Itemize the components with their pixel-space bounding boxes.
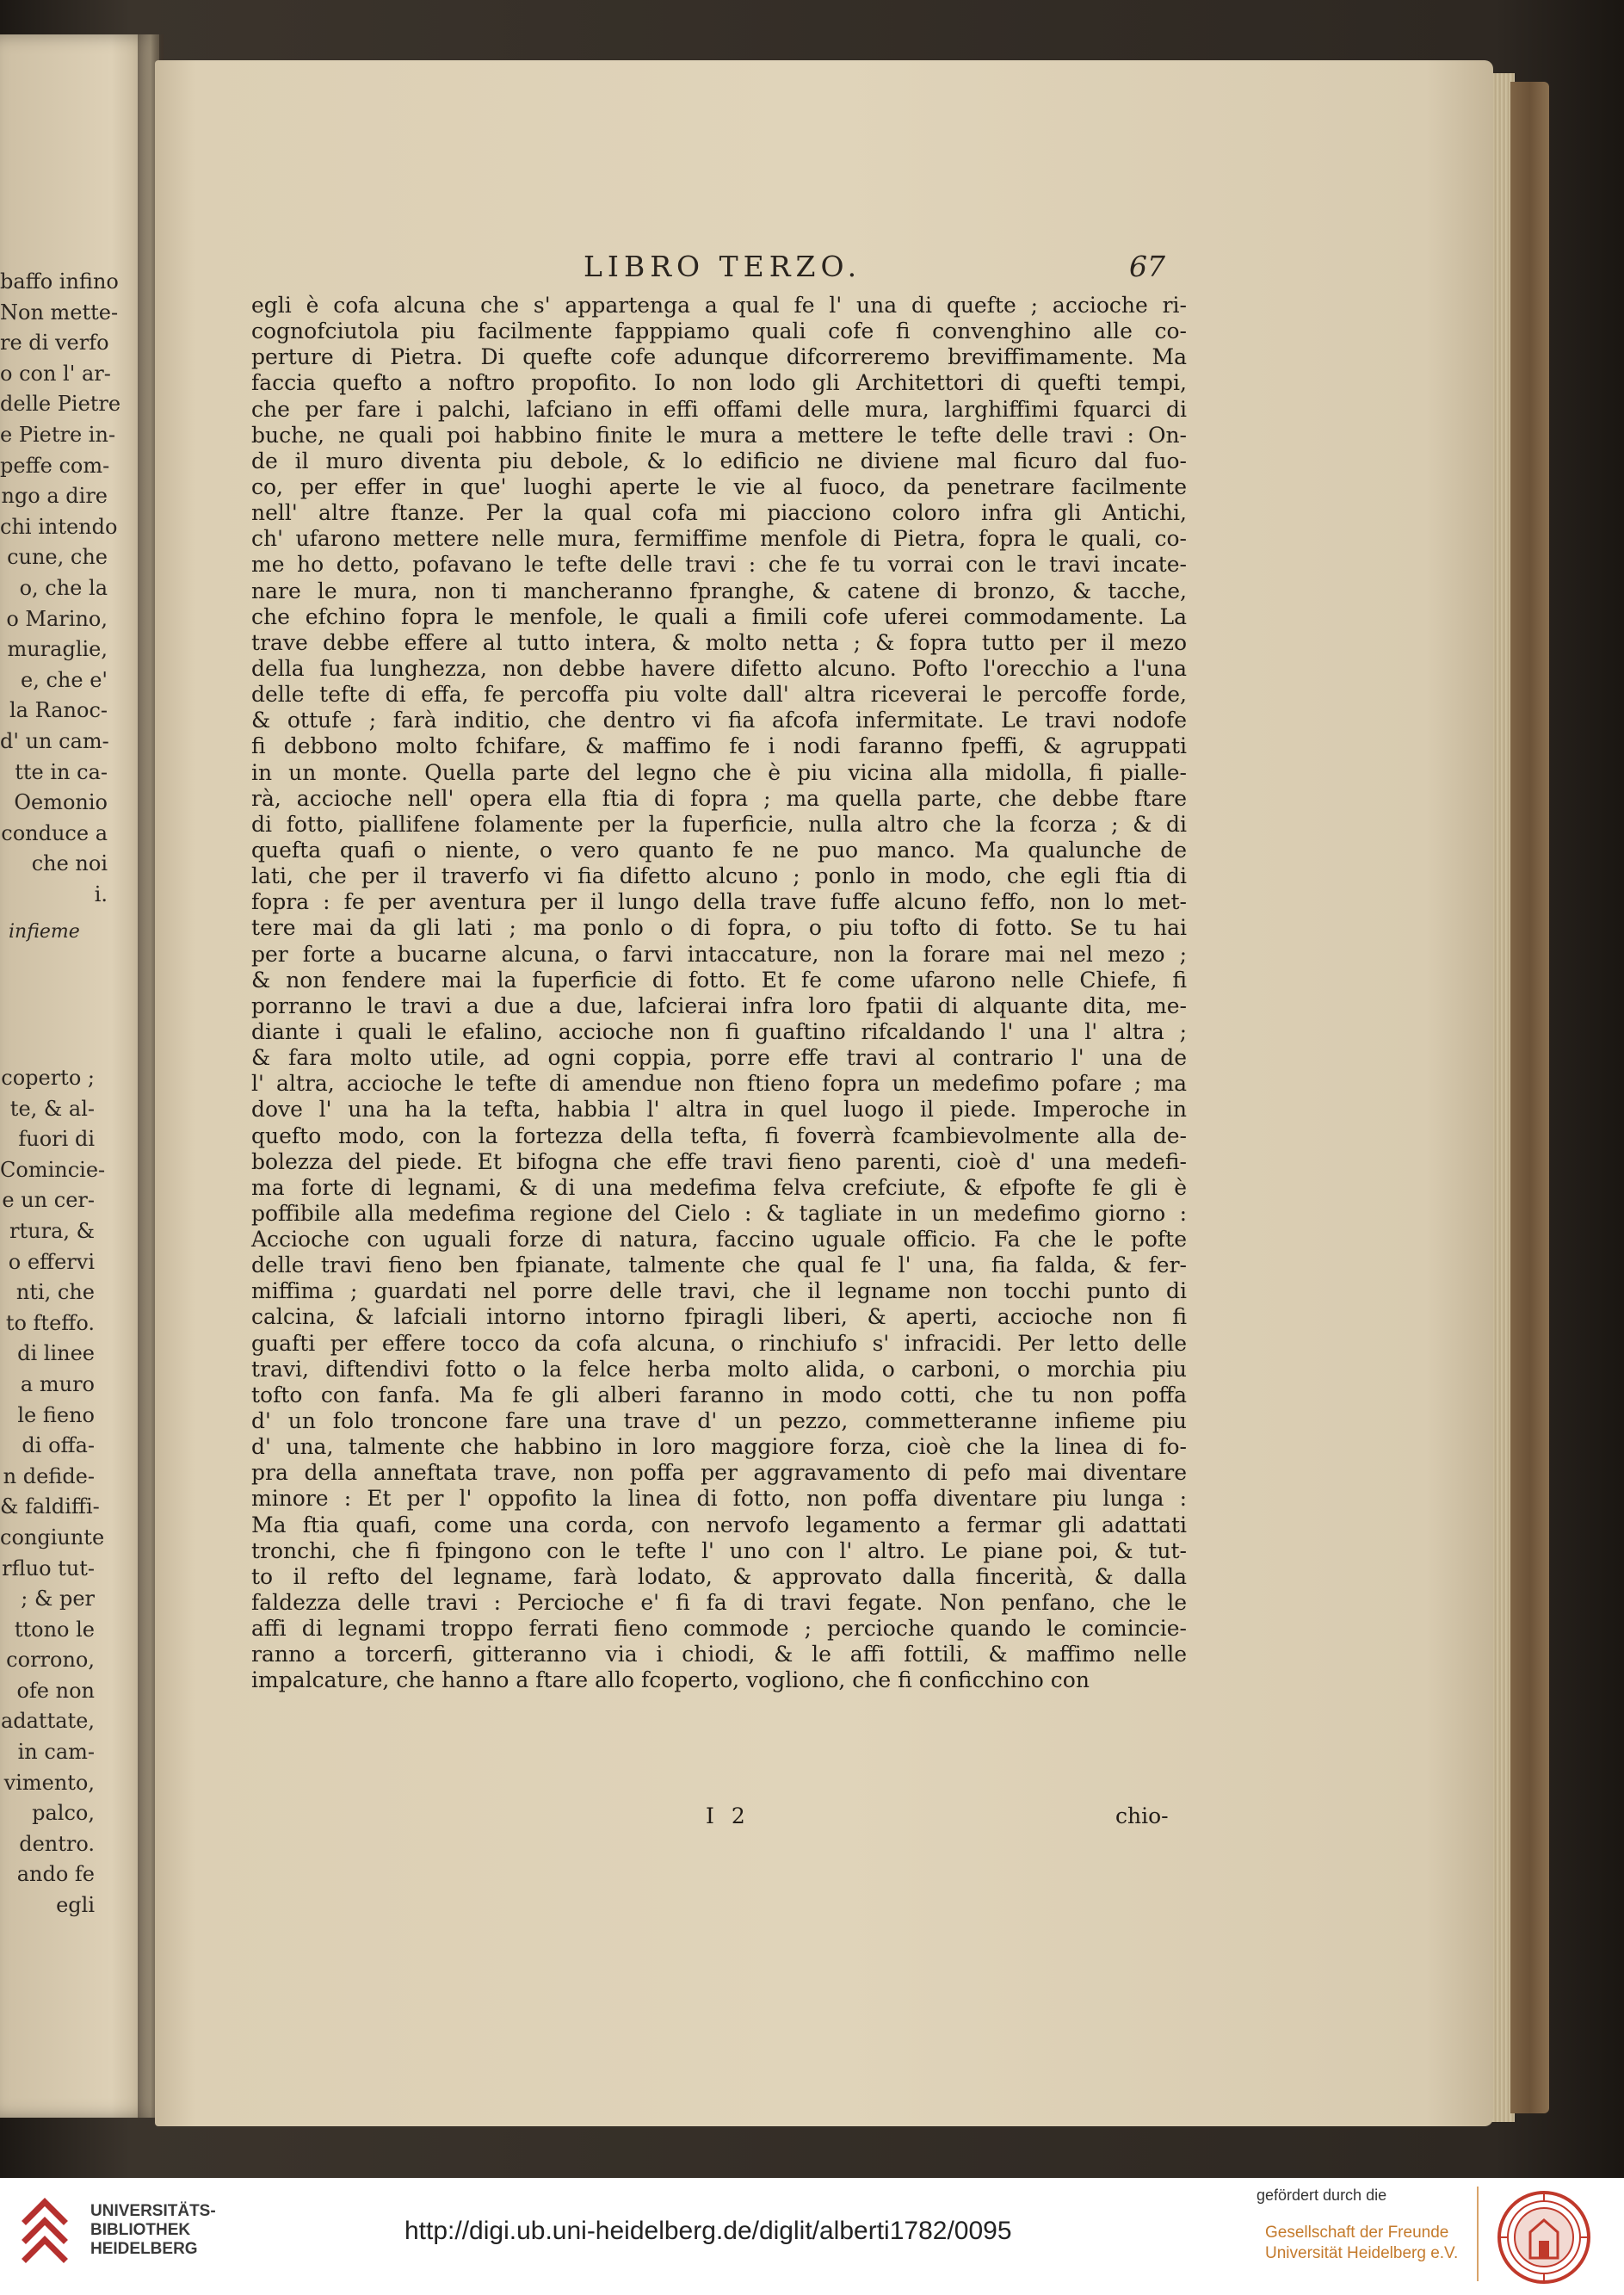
library-name[interactable] bbox=[90, 2202, 216, 2259]
text-line: diante i quali le efalino, accioche non fi guaftino rifcaldando l' una l' altra ; bbox=[251, 1018, 1187, 1044]
left-page-line: delle Pietre bbox=[0, 392, 121, 417]
running-head: LIBRO TERZO. bbox=[584, 250, 862, 283]
text-line: faldezza delle travi : Percioche e' fi fa di travi fegate. Non penfano, che le bbox=[251, 1590, 1187, 1616]
left-page-text-top bbox=[0, 267, 121, 910]
left-page-line: chi intendo bbox=[0, 514, 118, 539]
text-line: fopra : fe per aventura per il lungo della trave fuffe alcuno feffo, non lo met- bbox=[251, 889, 1187, 915]
catchword: chio- bbox=[1115, 1803, 1169, 1828]
text-line: nell' altre ftanze. Per la qual cofa mi piacciono coloro infra gli Antichi, bbox=[251, 500, 1187, 526]
body-text bbox=[251, 293, 1187, 1694]
ub-logo-icon[interactable] bbox=[19, 2195, 77, 2273]
left-page bbox=[0, 34, 159, 2118]
left-page-line: n defide- bbox=[3, 1463, 95, 1488]
library-name-line: HEIDELBERG bbox=[90, 2240, 198, 2258]
text-line: d' un folo troncone fare una trave d' un pezzo, commetteranne infieme piu bbox=[251, 1408, 1187, 1434]
text-line: delle travi fieno ben fpianate, talmente che qual fe l' una, fia falda, & fer- bbox=[251, 1253, 1187, 1278]
left-page-line: adattate, bbox=[0, 1709, 95, 1734]
text-line: guafti per effere tocco da cofa alcuna, o rinchiufo s' infracidi. Per letto delle bbox=[251, 1330, 1187, 1356]
text-line: & fara molto utile, ad ogni coppia, porre effe travi al contrario l' una de bbox=[251, 1045, 1187, 1071]
text-line: miffima ; guardati nel porre delle travi, che il legname non tocchi punto di bbox=[251, 1278, 1187, 1304]
text-line: d' una, talmente che habbino in loro maggiore forza, cioè che la linea di fo- bbox=[251, 1434, 1187, 1460]
left-page-text-bottom bbox=[0, 1063, 106, 1921]
left-page-line: di linee bbox=[17, 1341, 95, 1366]
text-line: faccia quefto a noftro propofito. Io non lodo gli Architettori di quefti tempi, bbox=[251, 370, 1187, 396]
left-page-line: rtura, & bbox=[9, 1218, 95, 1243]
text-line: della fua lunghezza, non debbe havere difetto alcuno. Pofto l'orecchio a l'una bbox=[251, 655, 1187, 681]
left-page-line: congiunte bbox=[0, 1525, 105, 1550]
left-page-line: o, che la bbox=[19, 575, 108, 600]
text-line: che efchino fopra le menfole, le quali a fimili cofe uferei commodamente. La bbox=[251, 603, 1187, 629]
text-line: pra della anneftata trave, non poffa per aggravamento di pefo mai diventare bbox=[251, 1460, 1187, 1486]
text-line: bolezza del piede. Et bifogna che effe travi fieno parenti, cioè d' una medefi- bbox=[251, 1148, 1187, 1174]
left-page-line: dentro. bbox=[19, 1831, 95, 1856]
left-page-line: fuori di bbox=[18, 1127, 95, 1152]
footer-divider bbox=[1477, 2187, 1479, 2281]
text-line: to il refto del legname, farà lodato, & approvato dalla fincerità, & dalla bbox=[251, 1563, 1187, 1589]
text-line: tronchi, che fi fpingono con le tefte l' uno con l' altro. Le piane poi, & tut- bbox=[251, 1537, 1187, 1563]
left-page-line: in cam- bbox=[17, 1740, 95, 1765]
text-line: Accioche con uguali forze di natura, faccino uguale officio. Fa che le pofte bbox=[251, 1227, 1187, 1253]
text-line: delle tefte di effa, fe percoffa piu volte dall' altra riceverai le percoffe forde, bbox=[251, 682, 1187, 708]
sponsor-name-line: Gesellschaft der Freunde bbox=[1265, 2224, 1449, 2242]
left-page-line: tte in ca- bbox=[15, 759, 108, 784]
book-cover-edge bbox=[1510, 82, 1549, 2113]
text-line: calcina, & lafciali intorno intorno fpiragli liberi, & aperti, accioche non fi bbox=[251, 1304, 1187, 1330]
text-line: trave debbe effere al tutto intera, & molto netta ; & fopra tutto per il mezo bbox=[251, 629, 1187, 655]
left-page-line: che noi bbox=[31, 851, 108, 876]
text-line: tere mai da gli lati ; ma ponlo o di fopra, o piu tofto di fotto. Se tu hai bbox=[251, 915, 1187, 941]
left-page-line: & faldiffi- bbox=[0, 1494, 100, 1519]
text-line: porranno le travi a due a due, lafcierai infra loro fpatii di alquante dita, me- bbox=[251, 993, 1187, 1018]
text-line: poffibile alla medefima regione del Cielo : & tagliate in un medefimo giorno : bbox=[251, 1200, 1187, 1226]
left-page-line: peffe com- bbox=[0, 453, 110, 478]
text-line: che per fare i palchi, lafciano in effi offami delle mura, larghiffimi fquarci di bbox=[251, 396, 1187, 422]
page-number: 67 bbox=[1129, 250, 1165, 283]
text-line: tofto con fanfa. Ma fe gli alberi faranno in modo cotti, che tu non poffa bbox=[251, 1382, 1187, 1407]
text-line: di fotto, piallifene folamente per la fuperficie, nulla altro che la fcorza ; & di bbox=[251, 811, 1187, 837]
left-page-line: ando fe bbox=[16, 1862, 95, 1887]
text-line: ranno a torcerfi, gitteranno via i chiodi, & le affi fottili, & maffimo nelle bbox=[251, 1642, 1187, 1667]
left-page-line: to fteffo. bbox=[5, 1310, 95, 1335]
left-page-line: palco, bbox=[32, 1801, 95, 1826]
text-line: perture di Pietra. Di quefte cofe adunque difcorreremo breviffimamente. Ma bbox=[251, 344, 1187, 370]
text-line: dove l' una ha la tefta, habbia l' altra in quel luogo il piede. Imperoche in bbox=[251, 1097, 1187, 1123]
text-line: buche, ne quali poi habbino finite le mura a mettere le tefte delle travi : On- bbox=[251, 422, 1187, 448]
left-page-line: e, che e' bbox=[21, 667, 108, 692]
left-page-line: o effervi bbox=[8, 1249, 95, 1274]
left-page-line: Comincie- bbox=[0, 1157, 106, 1182]
left-page-line: o Marino, bbox=[6, 606, 108, 631]
left-page-line: Non mette- bbox=[0, 300, 119, 325]
text-line: Ma ftia quafi, come una corda, con nervofo legamento a fermar gli adattati bbox=[251, 1512, 1187, 1537]
text-line: impalcature, che hanno a ftare allo fcoperto, vogliono, che fi conficchino con bbox=[251, 1667, 1090, 1693]
left-page-line: conduce a bbox=[1, 820, 108, 845]
text-line: per forte a bucarne alcuna, o farvi intaccature, non la forare mai nel mezo ; bbox=[251, 941, 1187, 967]
text-line: co, per effer in que' luoghi aperte le vie al fuoco, da penetrare facilmente bbox=[251, 473, 1187, 499]
university-seal-icon[interactable] bbox=[1496, 2189, 1592, 2286]
text-line: me ho detto, pofavano le tefte delle travi : che fe tu vorrai con le travi incate- bbox=[251, 552, 1187, 578]
sponsor-caption: gefördert durch die bbox=[1257, 2187, 1387, 2204]
text-line: in un monte. Quella parte del legno che è piu vicina alla midolla, fi pialle- bbox=[251, 759, 1187, 785]
left-page-line: cune, che bbox=[7, 545, 108, 570]
left-page-line: i. bbox=[94, 882, 108, 906]
text-line: ma forte di legnami, & di una medefima felva crefciute, & efpofte fe gli è bbox=[251, 1174, 1187, 1200]
left-page-line: corrono, bbox=[6, 1648, 95, 1673]
sponsor-name-line: Universität Heidelberg e.V. bbox=[1265, 2244, 1459, 2262]
left-page-line: o con l' ar- bbox=[0, 361, 111, 386]
left-page-line: te, & al- bbox=[9, 1096, 95, 1121]
left-page-line: e Pietre in- bbox=[0, 422, 116, 447]
text-line: travi, diftendivi fotto o la felce herba molto alida, o carboni, o morchia piu bbox=[251, 1356, 1187, 1382]
text-line: cognofciutola piu facilmente fapppiamo quali cofe fi convenghino alle co- bbox=[251, 319, 1187, 344]
left-page-line: e un cer- bbox=[2, 1188, 95, 1213]
left-page-line: Oemonio bbox=[14, 790, 108, 815]
left-page-line: la Ranoc- bbox=[9, 698, 108, 723]
left-page-line: a muro bbox=[20, 1371, 95, 1396]
text-line: egli è cofa alcuna che s' appartenga a qual fe l' una di quefte ; accioche ri- bbox=[251, 293, 1187, 318]
text-line: ch' ufarono mettere nelle mura, fermiffime menfole di Pietra, fopra le quali, co- bbox=[251, 526, 1187, 552]
left-page-line: ngo a dire bbox=[1, 484, 108, 509]
library-name-line: UNIVERSITÄTS- bbox=[90, 2202, 216, 2220]
left-page-line: di offa- bbox=[22, 1433, 95, 1458]
text-line: de il muro diventa piu debole, & lo edificio ne diviene mal ficuro dal fuo- bbox=[251, 448, 1187, 473]
left-page-line: ofe non bbox=[16, 1678, 95, 1703]
text-line: rà, accioche nell' opera ella ftia di fopra ; ma quella parte, che debbe ftare bbox=[251, 785, 1187, 811]
permalink-url[interactable]: http://digi.ub.uni-heidelberg.de/diglit/alberti1782/0095 bbox=[404, 2217, 1012, 2245]
left-page-line: le fieno bbox=[17, 1402, 95, 1427]
left-page-line: egli bbox=[56, 1893, 95, 1918]
left-marginal-note: infieme bbox=[9, 921, 80, 943]
left-page-line: d' un cam- bbox=[0, 728, 109, 753]
sponsor-name[interactable] bbox=[1265, 2223, 1458, 2264]
left-page-line: coperto ; bbox=[1, 1066, 95, 1090]
left-page-line: baffo infino bbox=[0, 269, 119, 294]
text-line: nare le mura, non ti mancheranno fpranghe, & catene di bronzo, & tacche, bbox=[251, 578, 1187, 603]
text-line: quefta quafi o niente, o vero quanto fe ne puo manco. Ma qualunche de bbox=[251, 837, 1187, 863]
text-line: & non fendere mai la fuperficie di fotto. Et fe come ufarono nelle Chiefe, fi bbox=[251, 967, 1187, 993]
left-page-line: nti, che bbox=[15, 1280, 95, 1305]
text-line: lati, che per il traverfo vi fia difetto alcuno ; ponlo in modo, che egli ftia di bbox=[251, 863, 1187, 889]
library-name-line: BIBLIOTHEK bbox=[90, 2221, 191, 2239]
left-page-line: vimento, bbox=[3, 1770, 95, 1795]
left-page-line: rfluo tut- bbox=[2, 1556, 95, 1581]
left-page-line: ; & per bbox=[21, 1587, 95, 1611]
signature-mark: I 2 bbox=[706, 1803, 750, 1828]
text-line: affi di legnami troppo ferrati fieno commode ; percioche quando le comincie- bbox=[251, 1616, 1187, 1642]
left-page-line: ttono le bbox=[14, 1617, 95, 1642]
text-line: fi debbono molto fchifare, & maffimo fe i nodi faranno fpeffi, & agruppati bbox=[251, 733, 1187, 759]
left-page-line: re di verfo bbox=[0, 331, 109, 356]
text-line: & ottufe ; farà inditio, che dentro vi fia afcofa infermitate. Le travi nodofe bbox=[251, 708, 1187, 733]
text-line: quefto modo, con la fortezza della tefta, fi foverrà fcambievolmente alla de- bbox=[251, 1123, 1187, 1148]
text-line: minore : Et per l' oppofito la linea di fotto, non poffa diventare piu lunga : bbox=[251, 1486, 1187, 1512]
left-page-line: muraglie, bbox=[7, 637, 108, 662]
text-line: l' altra, accioche le tefte di amendue non ftieno fopra un medefimo pofare ; ma bbox=[251, 1071, 1187, 1097]
